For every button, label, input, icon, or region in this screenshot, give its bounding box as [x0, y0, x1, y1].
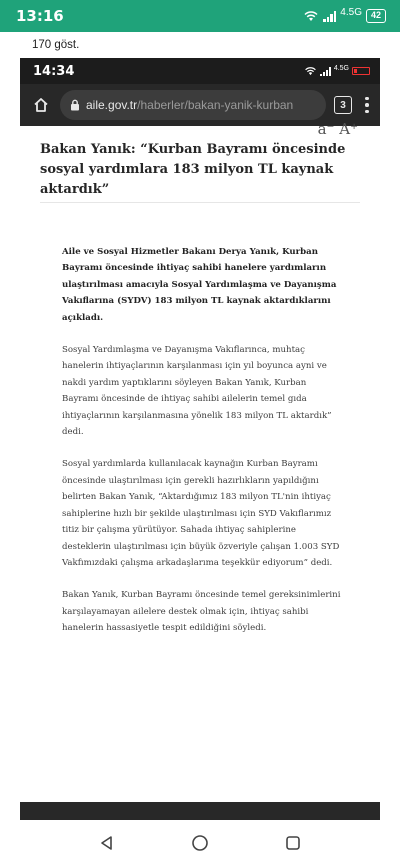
battery-icon: 42	[366, 9, 386, 23]
battery-icon	[352, 67, 370, 75]
navigation-bar	[0, 820, 400, 866]
inner-status-bar	[20, 58, 380, 84]
network-type: 4.5G	[340, 6, 362, 18]
view-count: 170 göst.	[32, 39, 80, 51]
address-bar[interactable]	[60, 90, 326, 120]
signal-icon	[323, 10, 336, 22]
home-icon[interactable]	[30, 94, 52, 116]
article-paragraph: Sosyal Yardımlaşma ve Dayanışma Vakıflarınca, muhtaç hanelerin ihtiyaçlarının karşılanması için yıl boyunca ayni ve nakdi yardım yaptıklarını söyleyen Bakan Yanık, Kurban Bayramı öncesinde de ihtiyaç sahibi ailelerin temel gıda ihtiyaçlarının karşılanmasına yönelik 183 milyon TL aktardık” dedi.	[62, 345, 332, 438]
lock-icon	[70, 99, 80, 111]
url-path: /haberler/bakan-yanik-kurban	[137, 98, 294, 112]
more-vert-icon[interactable]	[360, 97, 374, 114]
inner-status-time: 14:34	[33, 63, 75, 79]
article-headline: Bakan Yanık: “Kurban Bayramı öncesinde sosyal yardımlara 183 milyon TL kaynak aktardık”	[40, 142, 346, 197]
home-nav-icon[interactable]	[188, 831, 212, 855]
divider	[40, 202, 360, 203]
back-nav-icon[interactable]	[95, 831, 119, 855]
browser-bottom-bar	[20, 802, 380, 820]
tabs-icon[interactable]: 3	[334, 96, 352, 114]
url-host: aile.gov.tr	[86, 98, 138, 112]
web-page	[20, 120, 380, 820]
inner-status-icons	[304, 66, 370, 76]
article-paragraph: Sosyal yardımlarda kullanılacak kaynağın Kurban Bayramı öncesinde ulaştırılması için gerekli hazırlıkların yapıldığını belirten Bakan Yanık, “Aktardığımız 183 milyon TL'nin ihtiyaç sahiplerine hızlı bir şekilde ulaştırılması için SYD Vakıflarımız titiz bir çalışma yürütüyor. Sahada ihtiyaç sahiplerine desteklerin ulaştırılması için büyük özveriyle çalışan 1.003 SYD Vakfımızdaki çalışma arkadaşlarıma teşekkür ediyorum” dedi.	[62, 459, 340, 568]
wifi-icon	[304, 66, 317, 76]
embedded-screenshot	[20, 58, 380, 820]
wifi-icon	[303, 10, 319, 22]
article-lead-paragraph: Aile ve Sosyal Hizmetler Bakanı Derya Yanık, Kurban Bayramı öncesinde ihtiyaç sahibi hanelere yardımların ulaştırılması amacıyla Sosyal Yardımlaşma ve Dayanışma Vakıflarına (SYDV) 183 milyon TL kaynak aktardıklarını açıkladı.	[62, 247, 337, 323]
signal-icon	[320, 67, 331, 76]
inner-network-type: 4.5G	[333, 64, 349, 72]
status-icons	[303, 6, 386, 23]
font-size-control[interactable]: a⁻ A⁺	[317, 120, 358, 138]
outer-status-bar	[0, 0, 400, 32]
recents-nav-icon[interactable]	[281, 831, 305, 855]
article-body	[62, 244, 342, 653]
article-paragraph: Bakan Yanık, Kurban Bayramı öncesinde temel gereksinimlerini karşılayamayan ailelere destek olmak için, ihtiyaç sahibi hanelerin hassasiyetle tespit edildiğini söyledi.	[62, 590, 341, 634]
status-time: 13:16	[16, 7, 64, 25]
